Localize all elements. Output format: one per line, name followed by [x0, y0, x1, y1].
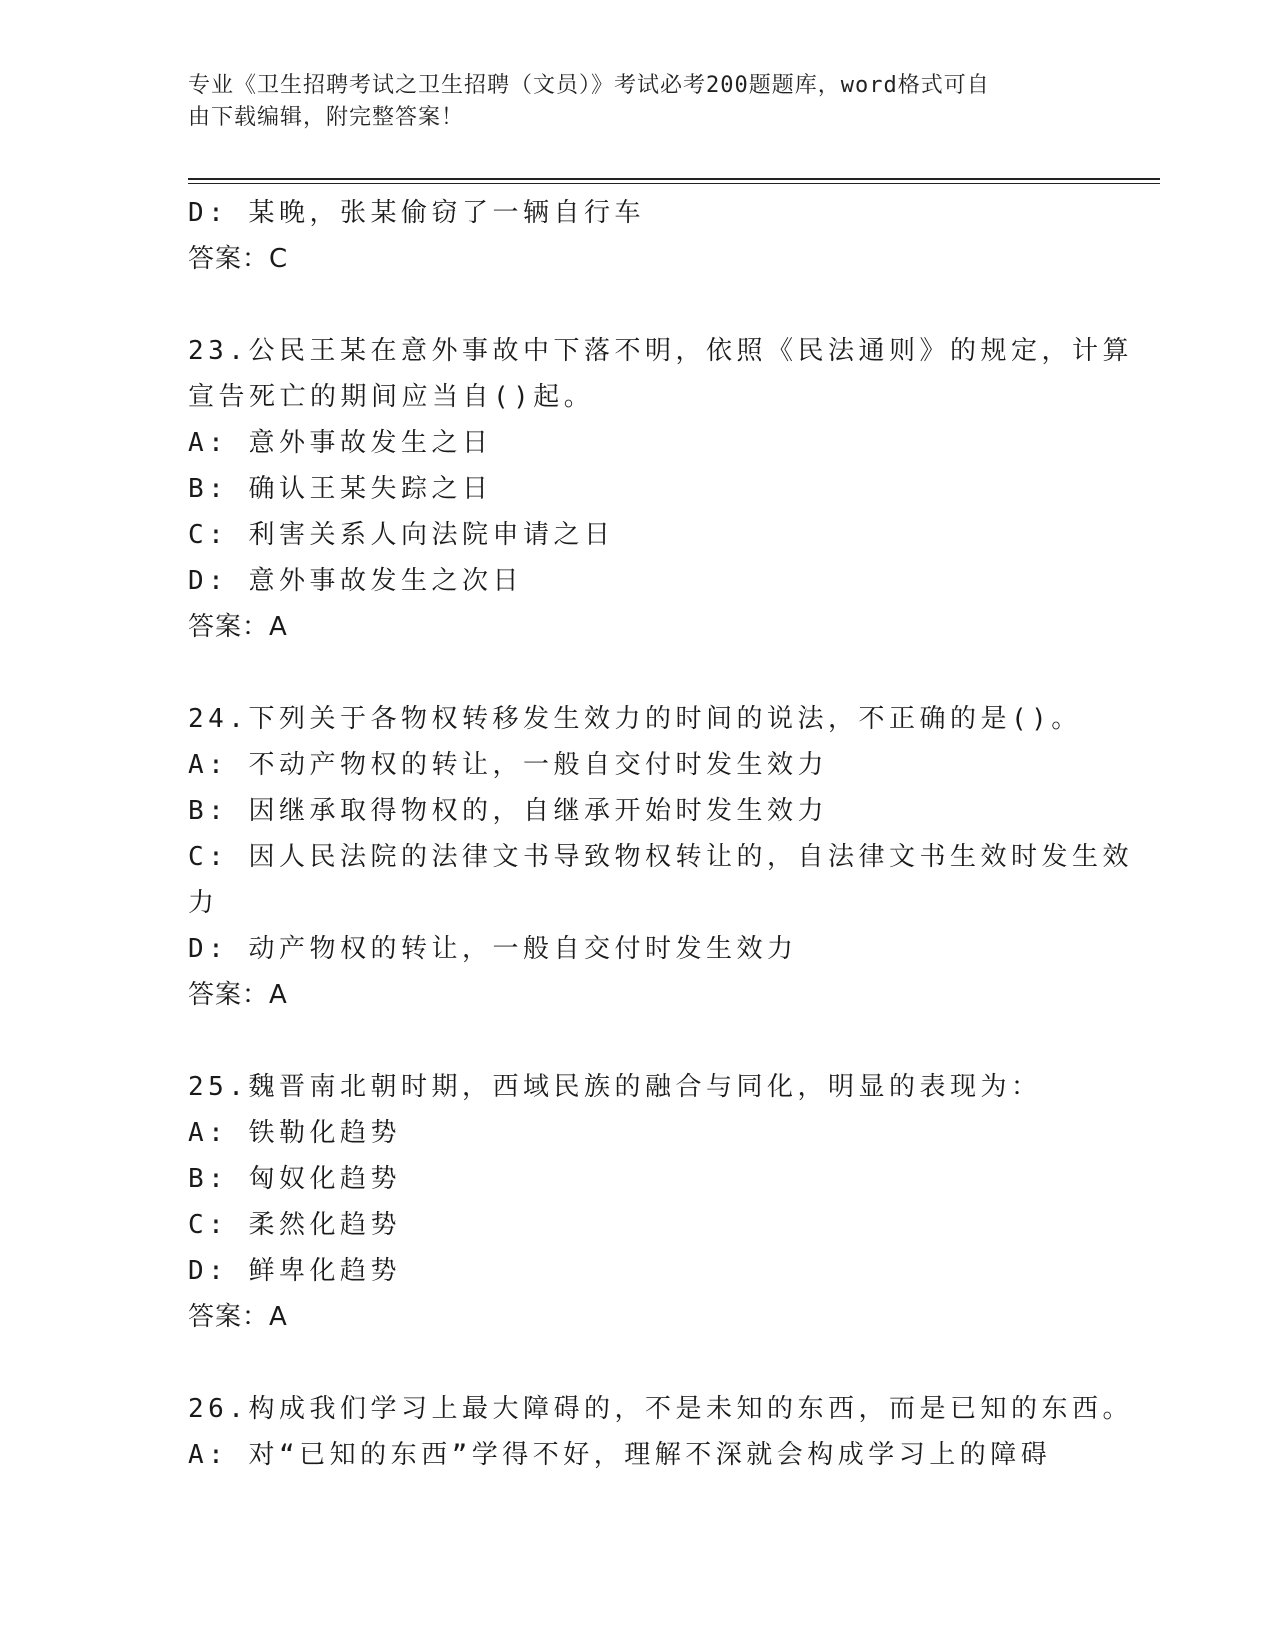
option-b: B: 因继承取得物权的，自继承开始时发生效力 [188, 796, 828, 826]
document-header [188, 70, 1088, 134]
header-line-2: 由下载编辑，附完整答案！ [188, 105, 465, 130]
question-25 [188, 1064, 1088, 1340]
question-23 [188, 328, 1133, 650]
option-a: A: 铁勒化趋势 [188, 1118, 401, 1148]
option-c-continued: 力 [188, 888, 219, 918]
answer: 答案：C [188, 244, 289, 274]
option-d: D: 意外事故发生之次日 [188, 566, 523, 596]
option-d: D: 某晚，张某偷窃了一辆自行车 [188, 198, 645, 228]
question-stem: 26.构成我们学习上最大障碍的，不是未知的东西，而是已知的东西。 [188, 1394, 1133, 1424]
question-list [188, 190, 1133, 1478]
option-c: C: 柔然化趋势 [188, 1210, 401, 1240]
option-b: B: 确认王某失踪之日 [188, 474, 493, 504]
question-stem: 25.魏晋南北朝时期，西域民族的融合与同化，明显的表现为： [188, 1072, 1042, 1102]
option-d: D: 鲜卑化趋势 [188, 1256, 401, 1286]
option-a: A: 对“已知的东西”学得不好，理解不深就会构成学习上的障碍 [188, 1440, 1052, 1470]
option-a: A: 意外事故发生之日 [188, 428, 493, 458]
option-c: C: 因人民法院的法律文书导致物权转让的，自法律文书生效时发生效 [188, 842, 1133, 872]
header-line-1: 专业《卫生招聘考试之卫生招聘（文员）》考试必考200题题库，word格式可自 [188, 73, 990, 98]
header-divider-thick [188, 178, 1160, 180]
option-c: C: 利害关系人向法院申请之日 [188, 520, 615, 550]
question-26 [188, 1386, 1133, 1478]
question-stem: 24.下列关于各物权转移发生效力的时间的说法，不正确的是()。 [188, 704, 1082, 734]
answer: 答案：A [188, 612, 288, 642]
answer: 答案：A [188, 980, 288, 1010]
option-a: A: 不动产物权的转让，一般自交付时发生效力 [188, 750, 828, 780]
question-stem-continued: 宣告死亡的期间应当自()起。 [188, 382, 595, 412]
question-22-tail [188, 190, 1088, 282]
question-stem: 23.公民王某在意外事故中下落不明，依照《民法通则》的规定，计算 [188, 336, 1133, 366]
question-24 [188, 696, 1133, 1018]
header-divider-thin [188, 183, 1160, 184]
answer: 答案：A [188, 1302, 288, 1332]
option-b: B: 匈奴化趋势 [188, 1164, 401, 1194]
option-d: D: 动产物权的转让，一般自交付时发生效力 [188, 934, 798, 964]
